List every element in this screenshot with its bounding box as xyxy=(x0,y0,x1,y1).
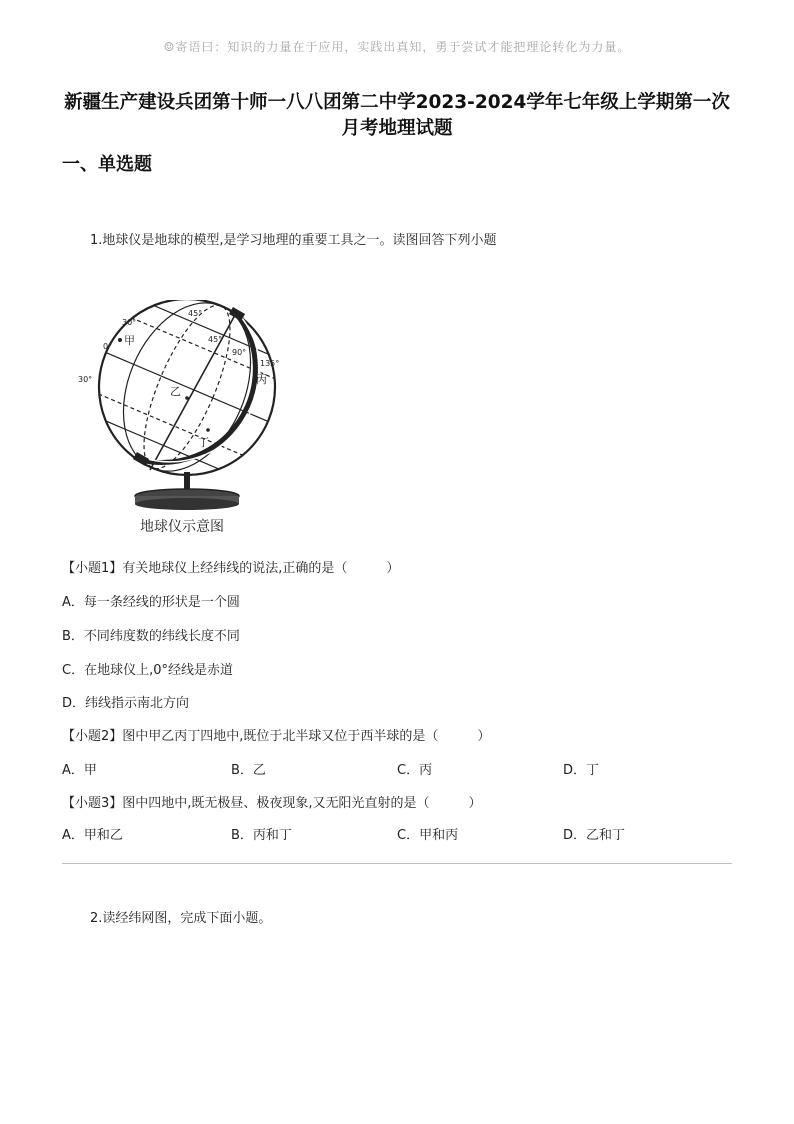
subquestion-3-option-c[interactable]: C．甲和丙 xyxy=(397,828,459,843)
subquestion-3-option-b[interactable]: B．丙和丁 xyxy=(231,828,292,843)
subquestion-3-option-d[interactable]: D．乙和丁 xyxy=(563,828,626,843)
point-jia-dot xyxy=(118,338,122,342)
section-title: 一、单选题 xyxy=(62,154,152,175)
subquestion-1-option-d[interactable]: D．纬线指示南北方向 xyxy=(62,696,190,711)
globe-figure xyxy=(70,300,300,515)
subquestion-1-stem: 【小题1】有关地球仪上经纬线的说法,正确的是（ ） xyxy=(62,561,400,576)
label-lat-30-left: 30° xyxy=(78,375,93,384)
title-line-1: 新疆生产建设兵团第十师一八八团第二中学2023-2024学年七年级上学期第一次 xyxy=(64,92,730,113)
subquestion-1-option-a[interactable]: A．每一条经线的形状是一个圆 xyxy=(62,595,240,610)
label-ding: 丁 xyxy=(198,436,209,449)
subquestion-3-option-a[interactable]: A．甲和乙 xyxy=(62,828,123,843)
question-divider xyxy=(62,863,732,864)
label-jia: 甲 xyxy=(124,334,135,347)
label-lon-45-b: 45° xyxy=(208,335,223,344)
label-lat-30-top: 30° xyxy=(122,318,137,327)
point-yi-dot xyxy=(185,396,189,400)
subquestion-1-option-b[interactable]: B．不同纬度数的纬线长度不同 xyxy=(62,629,240,644)
subquestion-2-option-a[interactable]: A．甲 xyxy=(62,763,97,778)
label-lon-135: 135° xyxy=(260,359,280,368)
subquestion-2-stem: 【小题2】图中甲乙丙丁四地中,既位于北半球又位于西半球的是（ ） xyxy=(62,729,491,744)
subquestion-2-option-d[interactable]: D．丁 xyxy=(563,763,600,778)
question-1-stem: 1.地球仪是地球的模型,是学习地理的重要工具之一。读图回答下列小题 xyxy=(90,233,497,248)
subquestion-3-stem: 【小题3】图中四地中,既无极昼、极夜现象,又无阳光直射的是（ ） xyxy=(62,796,482,811)
figure-caption: 地球仪示意图 xyxy=(140,519,224,535)
subquestion-1-option-c[interactable]: C．在地球仪上,0°经线是赤道 xyxy=(62,663,233,678)
title-line-2: 月考地理试题 xyxy=(341,118,453,139)
subquestion-2-option-b[interactable]: B．乙 xyxy=(231,763,266,778)
header-motto: ☺寄语曰：知识的力量在于应用，实践出真知，勇于尝试才能把理论转化为力量。 xyxy=(163,40,631,54)
label-lon-45: 45° xyxy=(188,309,203,318)
label-yi: 乙 xyxy=(170,385,181,398)
globe-stand-base-bottom xyxy=(135,498,239,510)
document-title xyxy=(40,90,754,142)
label-bing: 丙 xyxy=(256,373,267,386)
label-lon-90: 90° xyxy=(232,348,247,357)
label-lon-0: 0° xyxy=(103,342,113,351)
question-2-stem: 2.读经纬网图，完成下面小题。 xyxy=(90,911,272,926)
subquestion-2-option-c[interactable]: C．丙 xyxy=(397,763,433,778)
point-ding-dot xyxy=(206,428,210,432)
